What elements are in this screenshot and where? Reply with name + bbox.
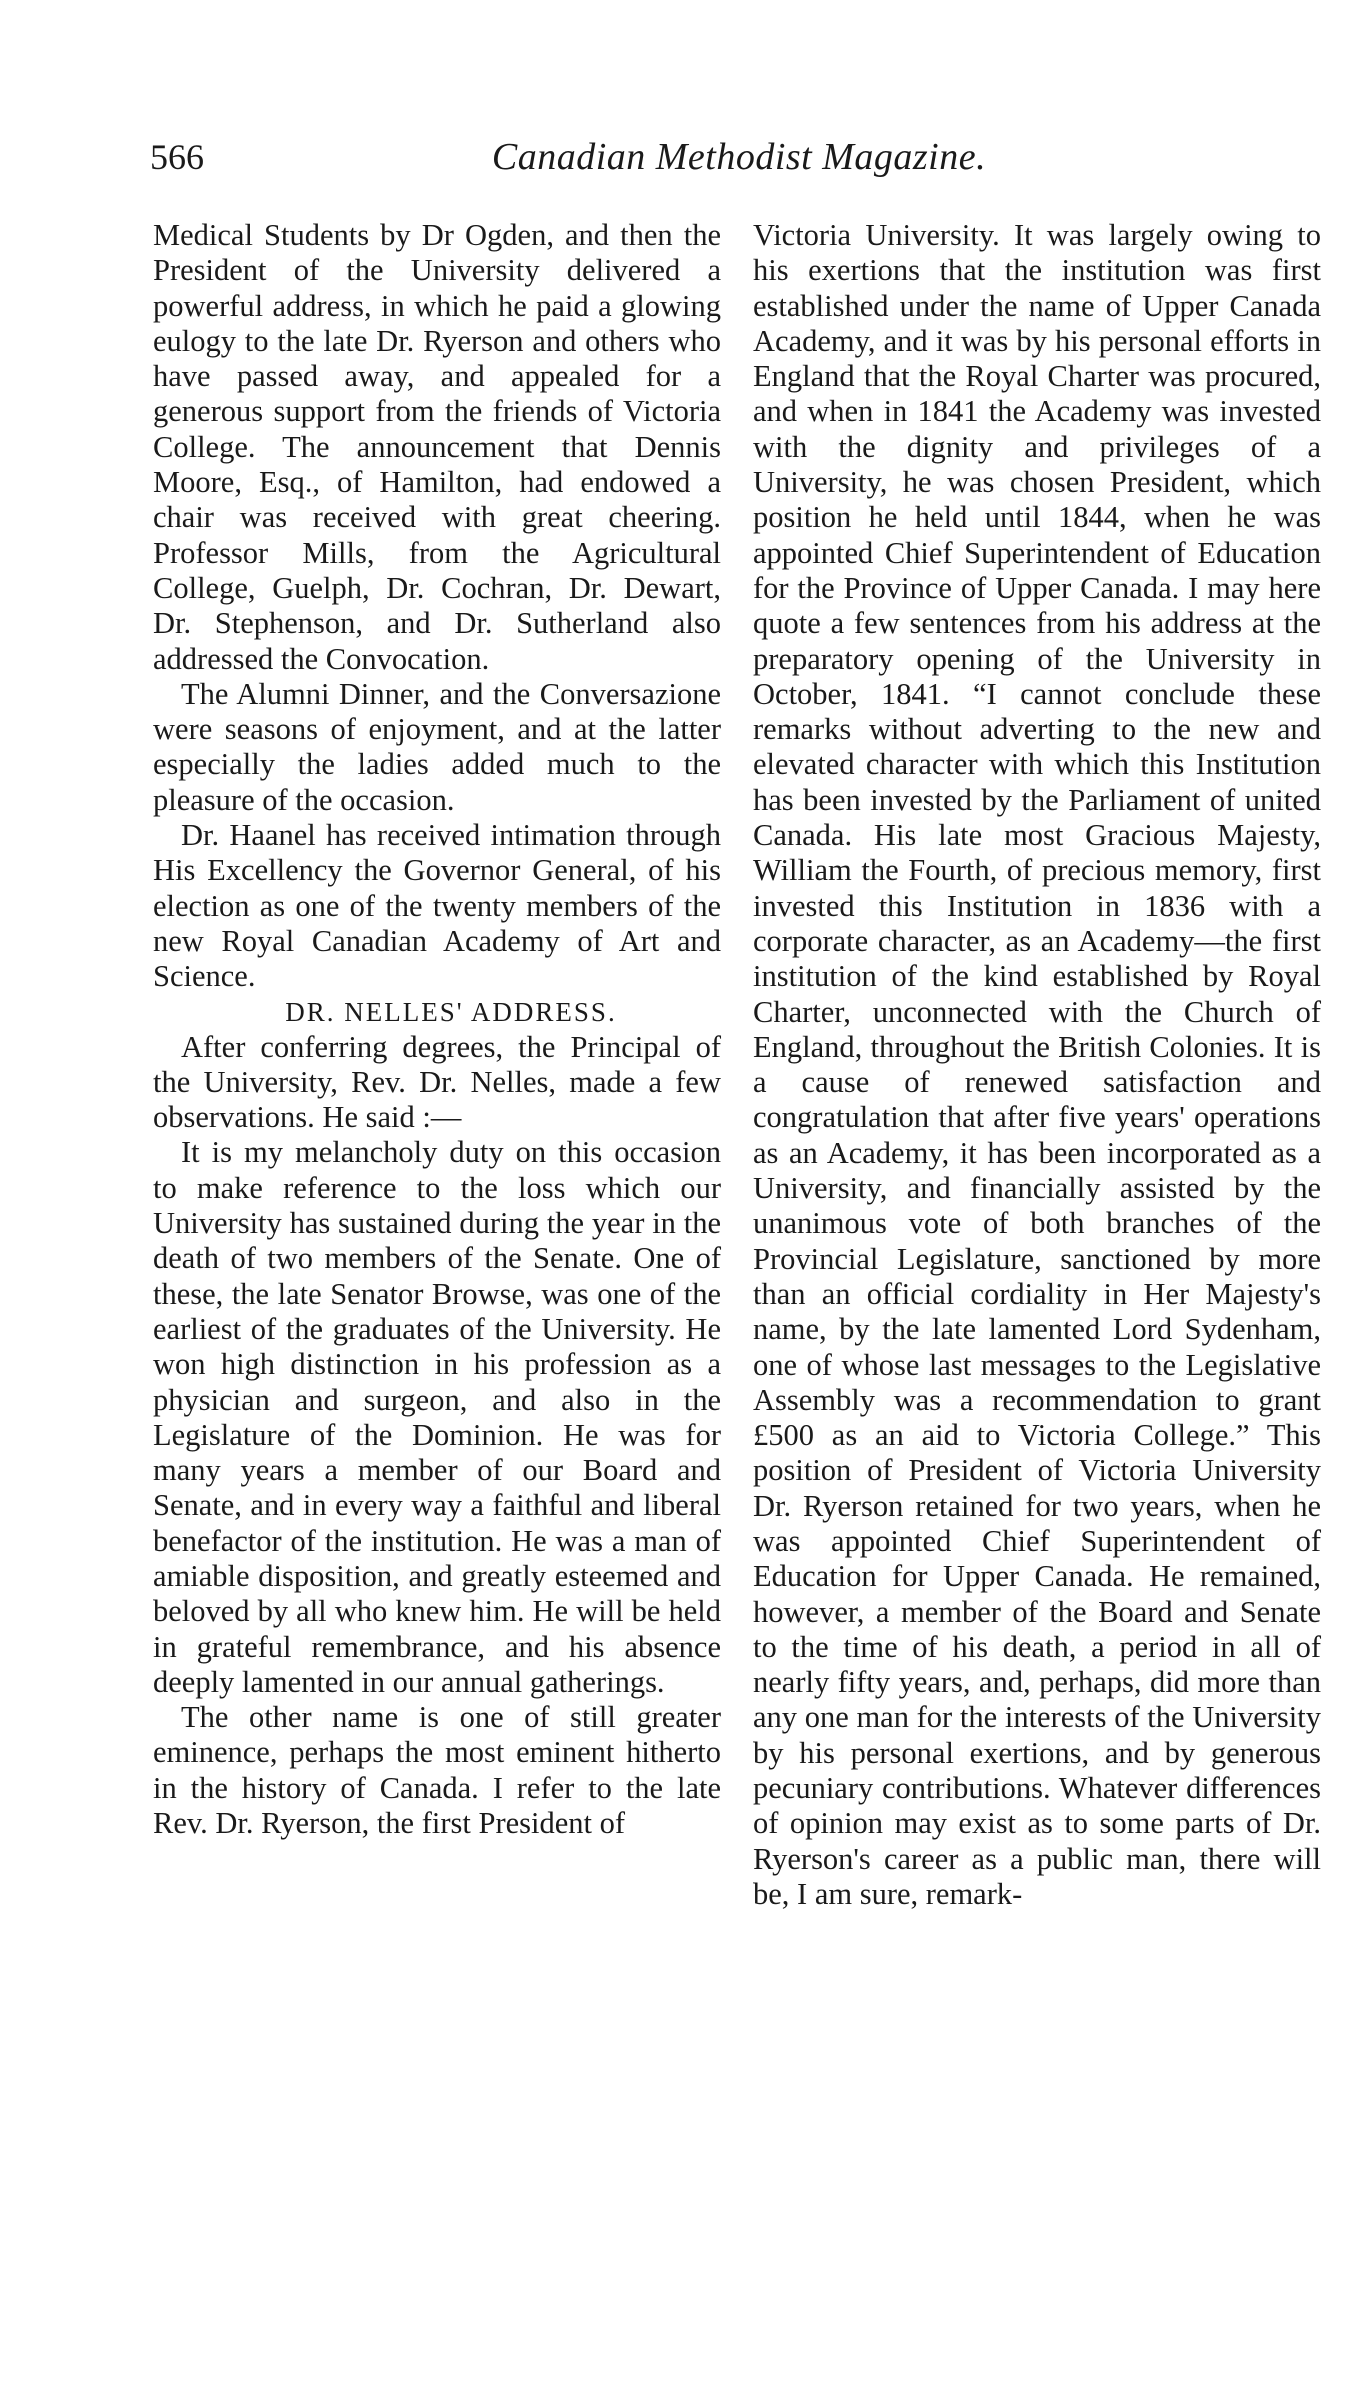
paragraph-convocation-address: Medical Students by Dr Ogden, and then the President of the University delivered a powerful address, in which he paid a glowing eulogy to the late Dr. Ryerson and others who have passed away, and appealed for a generous support from the friends of Victoria College. The announcement that Dennis Moore, Esq., of Hamilton, had endowed a chair was received with great cheering. Professor Mills, from the Agricultural College, Guelph, Dr. Cochran, Dr. Dewart, Dr. Stephenson, and Dr. Sutherland also addressed the Convocation. [153, 218, 721, 676]
paragraph-senate-loss: It is my melancholy duty on this occasion to make reference to the loss which our University has sustained during the year in the death of two members of the Senate. One of these, the late Senator Browse, was one of the earliest of the graduates of the University. He won high distinction in his profession as a physician and surgeon, and also in the Legislature of the Dominion. He was for many years a member of our Board and Senate, and in every way a faithful and liberal benefactor of the institution. He was a man of amiable disposition, and greatly esteemed and beloved by all who knew him. He will be held in grateful remembrance, and his absence deeply lamented in our annual gatherings. [153, 1135, 721, 1699]
paragraph-alumni-dinner: The Alumni Dinner, and the Conversazione were seasons of enjoyment, and at the latter especially the ladies added much to the pleasure of the occasion. [153, 676, 721, 817]
page-header [150, 132, 1328, 182]
right-column [753, 218, 1321, 1912]
left-column [153, 218, 721, 1841]
paragraph-conferring-degrees: After conferring degrees, the Principal of the University, Rev. Dr. Nelles, made a few observations. He said :— [153, 1029, 721, 1135]
section-heading-nelles-address: DR. NELLES' ADDRESS. [285, 996, 617, 1027]
paragraph-victoria-university: Victoria University. It was largely owing to his exertions that the institution was first established under the name of Upper Canada Academy, and it was by his personal efforts in England that the Royal Charter was procured, and when in 1841 the Academy was invested with the dignity and privileges of a University, he was chosen President, which position he held until 1844, when he was appointed Chief Superintendent of Education for the Province of Upper Canada. I may here quote a few sentences from his address at the preparatory opening of the University in October, 1841. “I cannot conclude these remarks without adverting to the new and elevated character with which this Institution has been invested by the Parliament of united Canada. His late most Gracious Majesty, William the Fourth, of precious memory, first invested this Institution in 1836 with a corporate character, as an Academy—the first institution of the kind established by Royal Charter, unconnected with the Church of England, throughout the British Colonies. It is a cause of renewed satisfaction and congratulation that after five years' operations as an Academy, it has been incorporated as a University, and financially assisted by the unanimous vote of both branches of the Provincial Legislature, sanctioned by more than an official cordiality in Her Majesty's name, by the late lamented Lord Sydenham, one of whose last messages to the Legislative Assembly was a recommendation to grant £500 as an aid to Victoria College.” This position of President of Victoria University Dr. Ryerson retained for two years, when he was appointed Chief Superintendent of Education for Upper Canada. He remained, however, a member of the Board and Senate to the time of his death, a period in all of nearly fifty years, and, perhaps, did more than any one man for the interests of the University by his personal exertions, and by generous pecuniary contributions. Whatever differences of opinion may exist as to some parts of Dr. Ryerson's career as a public man, there will be, I am sure, remark- [753, 218, 1321, 1911]
page-number: 566 [150, 137, 204, 177]
paragraph-haanel-election: Dr. Haanel has received intimation through His Excellency the Governor General, of his election as one of the twenty members of the new Royal Canadian Academy of Art and Science. [153, 818, 721, 994]
running-title: Canadian Methodist Magazine. [491, 136, 987, 178]
paragraph-ryerson-intro: The other name is one of still greater eminence, perhaps the most eminent hitherto in the history of Canada. I refer to the late Rev. Dr. Ryerson, the first President of [153, 1700, 721, 1841]
